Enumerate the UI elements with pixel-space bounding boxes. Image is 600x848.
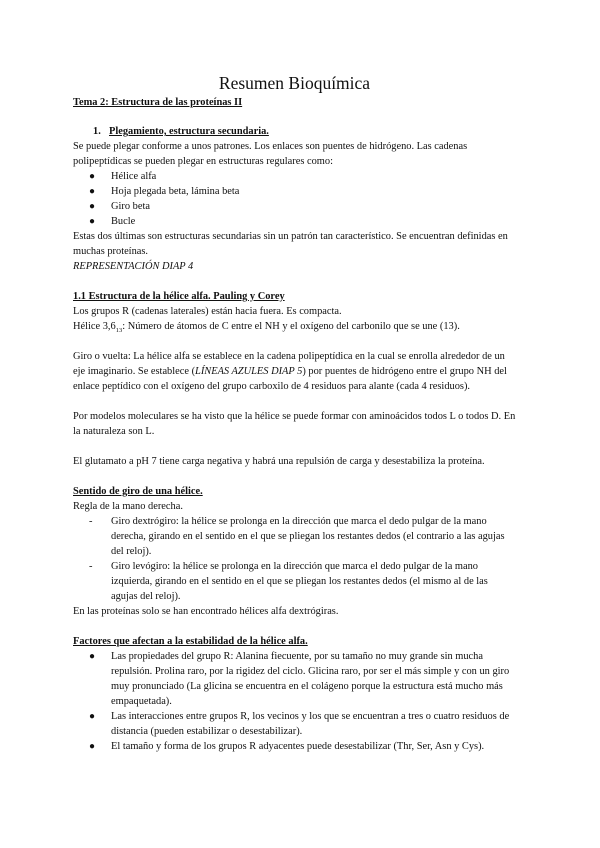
sentido-heading: Sentido de giro de una hélice. xyxy=(73,486,203,497)
bullet-icon: ● xyxy=(89,186,96,197)
topic-heading: Tema 2: Estructura de las proteínas II xyxy=(73,97,243,108)
list-item: ● Giro beta xyxy=(89,201,150,212)
giro-paragraph: Giro o vuelta: La hélice alfa se establece en la cadena polipeptídica en la cual se enrolla alrededor de un eje imaginario. Se establece (LÍNEAS AZULES DIAP 5) por puentes de hidrógeno entre el grupo NH del enlace peptídico con el oxígeno del grupo carboxilo de 4 residuos para alante (cada 4 residuos). xyxy=(73,351,507,392)
list-item: - Giro levógiro: la hélice se prolonga en la dirección que marca el dedo pulgar de la mano izquierda, girando en el sentido en el que se pliegan los restantes dedos (el mismo al de las agujas del reloj). xyxy=(89,561,488,602)
bullet-icon: ● xyxy=(89,711,96,722)
list-item: ● Las propiedades del grupo R: Alanina fiecuente, por su tamaño no muy grande sin mucha repulsión. Prolina raro, por la rigidez del ciclo. Glicina raro, por ser el más simple y con un giro muy pronunciado (La glicina se encuentra en el colágeno porque la estructura está mucho más empaquetada). xyxy=(89,651,510,707)
list-item: - Giro dextrógiro: la hélice se prolonga en la dirección que marca el dedo pulgar de la mano derecha, girando en el sentido en el que se pliegan los restantes dedos (el contrario a las agujas del reloj). xyxy=(89,516,505,557)
dash-marker: - xyxy=(89,516,93,527)
section-1-title: Plegamiento, estructura secundaria. xyxy=(109,126,269,137)
list-item: ● Las interacciones entre grupos R, los vecinos y los que se encuentran a tres o cuatro residuos de distancia (pueden estabilizar o desestabilizar). xyxy=(89,711,510,737)
bullet-icon: ● xyxy=(89,171,96,182)
list-item: ● El tamaño y forma de los grupos R adyacentes puede desestabilizar (Thr, Ser, Asn y Cys). xyxy=(89,741,485,752)
factores-list xyxy=(73,649,516,754)
sentido-after: En las proteínas solo se han encontrado hélices alfa dextrógiras. xyxy=(73,606,339,617)
section-1-heading xyxy=(73,124,516,139)
list-item: ● Bucle xyxy=(89,216,136,227)
section-1-after: Estas dos últimas son estructuras secundarias sin un patrón tan característico. Se encuentran definidas en muchas proteínas. xyxy=(73,231,508,257)
bullet-icon: ● xyxy=(89,216,96,227)
bullet-icon: ● xyxy=(89,651,96,662)
r-groups-text: Los grupos R (cadenas laterales) están hacia fuera. Es compacta. xyxy=(73,306,342,317)
structure-list xyxy=(73,169,516,229)
list-item: ● Hoja plegada beta, lámina beta xyxy=(89,186,240,197)
giro-list xyxy=(73,514,516,604)
glutamato-paragraph: El glutamato a pH 7 tiene carga negativa y habrá una repulsión de carga y desestabiliza la proteína. xyxy=(73,456,485,467)
list-item: ● Hélice alfa xyxy=(89,171,157,182)
helix-3-6-text: Hélice $3,6_{13}$: Número de átomos de C entre el NH y el oxígeno del carbonilo que se une (13). xyxy=(73,321,460,335)
section-1-1-heading: 1.1 Estructura de la hélice alfa. Pauling y Corey xyxy=(73,291,285,302)
bullet-icon: ● xyxy=(89,741,96,752)
regla-text: Regla de la mano derecha. xyxy=(73,501,183,512)
bullet-icon: ● xyxy=(89,201,96,212)
document-title: Resumen Bioquímica xyxy=(218,73,371,93)
factores-heading: Factores que afectan a la estabilidad de la hélice alfa. xyxy=(73,636,308,647)
section-1-intro: Se puede plegar conforme a unos patrones. Los enlaces son puentes de hidrógeno. Las cadenas polipeptídicas se pueden plegar en estructuras regulares como: xyxy=(73,141,468,167)
section-number: 1. xyxy=(93,126,101,137)
diap-reference: REPRESENTACIÓN DIAP 4 xyxy=(73,261,194,272)
modelos-paragraph: Por modelos moleculares se ha visto que la hélice se puede formar con aminoácidos todos L o todos D. En la naturaleza son L. xyxy=(73,411,516,437)
dash-marker: - xyxy=(89,561,93,572)
